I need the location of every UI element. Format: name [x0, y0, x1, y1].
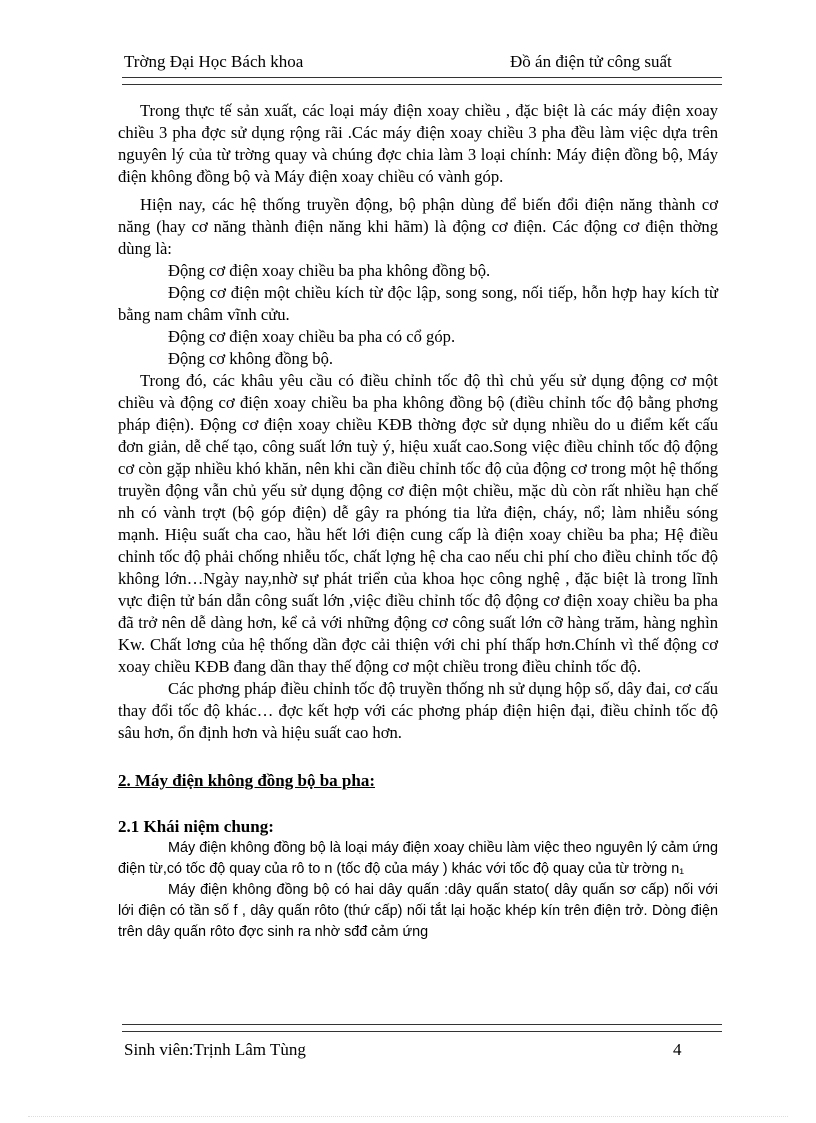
header-rule: [122, 77, 722, 85]
paragraph-motors-overview: Hiện nay, các hệ thống truyền động, bộ phận dùng để biến đổi điện năng thành cơ năng (hay cơ năng thành điện năng khi hãm) là động cơ điện. Các động cơ điện thờng dùng là:: [118, 195, 718, 258]
footer-author: Sinh viên:Trịnh Lâm Tùng: [124, 1040, 306, 1059]
page-edge: [28, 1116, 788, 1117]
document-body: [118, 100, 718, 943]
page-number: 4: [673, 1040, 682, 1059]
header-school: Trờng Đại Học Bách khoa: [124, 52, 304, 71]
paragraph-intro: Trong thực tế sản xuất, các loại máy điện xoay chiều , đặc biệt là các máy điện xoay chiều 3 pha đợc sử dụng rộng rãi .Các máy điện xoay chiều 3 pha đều làm việc dựa trên nguyên lý của từ trờng quay và chúng đợc chia làm 3 loại chính: Máy điện đồng bộ, Máy điện không đồng bộ và Máy điện xoay chiều có vành góp.: [118, 101, 718, 186]
header-document-title: Đồ án điện tử công suất: [510, 52, 672, 71]
list-item: Động cơ điện một chiều kích từ độc lập, song song, nối tiếp, hỗn hợp hay kích từ bằng nam châm vĩnh cửu.: [118, 283, 718, 324]
spacer: [118, 744, 718, 770]
paragraph-definition: Máy điện không đồng bộ là loại máy điện xoay chiều làm việc theo nguyên lý cảm ứng điện từ,có tốc độ quay của rô to n (tốc độ của máy ) khác với tốc độ quay của từ trờng n₁: [118, 840, 718, 877]
spacer: [118, 792, 718, 816]
list-item: Động cơ điện xoay chiều ba pha có cổ góp.: [168, 327, 456, 346]
section-heading: 2. Máy điện không đồng bộ ba pha:: [118, 771, 375, 790]
list-item: Động cơ điện xoay chiều ba pha không đồng bộ.: [168, 261, 491, 280]
footer-rule: [122, 1024, 722, 1032]
list-item: Động cơ không đồng bộ.: [168, 349, 334, 368]
subsection-heading: 2.1 Khái niệm chung:: [118, 817, 274, 836]
paragraph-windings: Máy điện không đồng bộ có hai dây quấn :dây quấn stato( dây quấn sơ cấp) nối với lới điện có tần số f , dây quấn rôto (thứ cấp) nối tắt lại hoặc khép kín trên điện trở. Dòng điện trên dây quấn rôto đợc sinh ra nhờ sđđ cảm ứng: [118, 882, 718, 940]
paragraph-methods: Các phơng pháp điều chỉnh tốc độ truyền thống nh sử dụng hộp số, dây đai, cơ cấu thay đổi tốc độ khác… đợc kết hợp với các phơng pháp điện hiện đại, điều chỉnh tốc độ sâu hơn, ổn định hơn và hiệu suất cao hơn.: [118, 679, 718, 742]
paragraph-speed-control: Trong đó, các khâu yêu cầu có điều chỉnh tốc độ thì chủ yếu sử dụng động cơ một chiều và động cơ điện xoay chiều ba pha không đồng bộ (điều chỉnh tốc độ bằng phơng pháp điện). Động cơ điện xoay chiều KĐB thờng đợc sử dụng nhiều do u điểm kết cấu đơn giản, dễ chế tạo, công suất lớn tuỳ ý, hiệu xuất cao.Song việc điều chỉnh tốc độ động cơ còn gặp nhiều khó khăn, nên khi cần điều chỉnh tốc độ của động cơ trong một hệ thống truyền động vẫn chủ yếu sử dụng động cơ điện một chiều, mặc dù còn rất nhiều hạn chế nh có vành trợt (bộ góp điện) dễ gây ra phóng tia lửa điện, cháy, nổ; làm nhiễu sóng mạnh. Hiệu suất cha cao, hầu hết lới điện cung cấp là điện xoay chiều ba pha; Hệ điều chỉnh tốc độ phải chống nhiễu tốc, chất lợng hệ cha cao nếu chi phí cho điều chỉnh tốc độ không lớn…Ngày nay,nhờ sự phát triển của khoa học công nghệ , đặc biệt là trong lĩnh vực điện tử bán dẫn công suất lớn ,việc điều chỉnh tốc độ động cơ điện xoay chiều ba pha đã trở nên dễ dàng hơn, kể cả với những động cơ công suất lớn cỡ hàng trăm, hàng nghìn Kw. Chất lơng của hệ thống dần đợc cải thiện với chi phí thấp hơn.Chính vì thế động cơ xoay chiều KĐB đang dần thay thế động cơ một chiều trong điều chỉnh tốc độ.: [118, 371, 718, 676]
